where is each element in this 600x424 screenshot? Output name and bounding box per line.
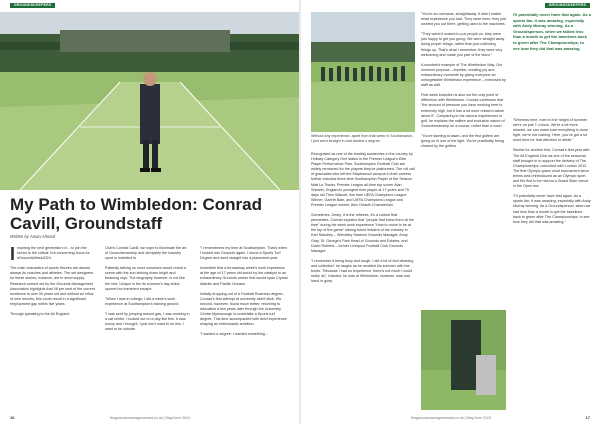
right-column-3	[513, 118, 591, 230]
paragraph: Recognised as one of the leading academies in the country by Holiday Category One status in the Premier League's Elite Player Performance Plan, Southampton Football Club are widely renowned for the players they've platformed. The roll call of graduates who left the Staplewood campus in their careers further includes three time Southampton Player of the Season Matt Le Tissier, Premier League all-time top scorer Alan Shearer, England's youngest ever player at 17 years and 75 days old Theo Walcott, five time UEFA Champions League Winner, Gareth Bale, and UEFA Champions League and Premier League winner, Alex Oxlade-Chamberlain.	[311, 152, 415, 207]
page-footer: thegroundsmanagementad.co.uk | May/June 2024	[411, 416, 492, 420]
paragraph: "You're an overseas, straightaway. It didn't matter what experience you had. They were keen, they just wanted you out there, getting used to the machines.	[421, 12, 506, 27]
wimbledon-court-photo	[0, 12, 299, 190]
paragraph: "I remembered my time at Southampton. That's when I looked into Grounds again. I found a Sports Turf Degree and went straight into a placement year.	[200, 246, 288, 261]
paragraph: Patiently talking us most ourselves would revisit a scene with the sun shining down bright and beaming rays. The biography however, is not like the rest. Unique in the its summer's day shine, spurred an imminent escape.	[105, 266, 186, 291]
paragraph: Similar for another first, Conrad's first year with The All England Club as one of the seasonal staff brought in to support the delivery of The Championships, coincided with London 2012, The first Olympic grass court tournament since tennis was reintroduced as an Olympic sport, and the first to be held at a Grand Slam venue in the Open era.	[513, 148, 590, 189]
section-tag: GROUNDSKEEPERS	[10, 3, 55, 8]
page-footer: thegroundsmanagementad.co.uk | May/June 2024	[110, 416, 191, 420]
pull-quote: I'll potentially never have that again. As a sports fan, it was amazing, especially with Andy Murray winning. As a Groundsperson, when we talked less than a month to get the baselines back to green after The Championships, to see how they did that was amazing.	[513, 12, 591, 51]
paragraph: "You're starting at dawn, and the first golfers are going on in one of the light. You're practically being chased by the golfers.	[421, 133, 504, 149]
paragraph: A wonderful example of The Wimbledon Way. Our common purpose – impeller, creating joy and extraordinary moments by giving everyone an unforgettable Wimbledon experience – exercised by staff as well.	[421, 62, 506, 88]
grounds-team-photo	[311, 12, 415, 132]
paragraph: "I was sent by jumping around gas, I was working in a cat centre. I looked out on a day like this. It was sunny and I thought, I just don't want to do this. I want to be outside.	[105, 311, 190, 332]
left-column-1	[10, 246, 95, 322]
right-column-1	[311, 152, 415, 289]
paragraph: Sometimes, Jewry, it is the reflexes, it's a culture that permeates. Conrad explains that "people that knew them at the time" during his week work experience "How to move to be at the top of the game" raising future leaders of the industry in Karl Standley – Wembley Stadium Grounds Manager, Andy Gray, St. George's Park Head of Grounds and Estates, and David Roberts – former Liverpool Football Club Grounds Manager.	[311, 213, 414, 253]
paragraph: Through speaking to the All England	[10, 312, 70, 317]
right-page	[301, 0, 600, 424]
paragraph: "I remember it being busy and tough. I did a lot of foot cleaning and collection" he laughs as he recalled his summer with the boots. "Because I had no experience, there's not much I could really do", Insisted, he was at Wimbledon, however, was mot hand in glory.	[311, 258, 414, 284]
hero-photo	[0, 12, 299, 190]
paragraph: Incredible that a throwaway week's work experience at the age of 17 years old would by the catalyst to an extraordinary Grounds career that would span Crystal Atlantic and Pacific Oceans.	[200, 266, 288, 286]
groundsperson-photo	[421, 310, 506, 410]
section-tag: GROUNDSKEEPERS	[545, 3, 590, 8]
drop-cap: I	[10, 244, 16, 264]
paragraph: "Whereas here, even in the height of summer, we're on just 7 o'clock. We're a lot more relaxed, we can make sure everything is done right, we're not rushing. Here, you've got a lot more time for that attention to detail."	[513, 118, 589, 143]
paragraph: Club's Conrad Cavill, we hope to illuminate the art of Groundsmanship and demystify the industry sport is indebted to.	[105, 246, 187, 261]
paragraph: The main characters of sports fixtures are almost always its coaches and athletes. The set designers for these stories, however, are in short supply. Research carried out by the Grounds Management Association highlights that 48 per cent of the current workforce is over 50 years old and without an influx of new recruits, this could result in a significant employment gap within five years.	[10, 266, 95, 306]
paragraph: First week induction is also not the only point of difference with Wimbledon. Conrad confesses that "the amount of pressure you have working here is extremely high, but it has a lot more relaxed nature about it". Comparing to his various experiences in golf, he explains the calibre and exclusive nature of Groundsmanship on a course, rather than a court.	[421, 93, 505, 128]
page-number: 17	[585, 415, 590, 420]
left-column-2	[105, 246, 190, 337]
byline: Written by Aman Ahmed	[10, 234, 56, 239]
paragraph: "I wanted a degree. I wanted something...	[200, 332, 268, 337]
article-title: My Path to Wimbledon: Conrad Cavill, Groundstaff	[10, 195, 263, 233]
page-number: 16	[10, 415, 15, 420]
intro-paragraph: Inspiring the next generation of... to join the sector is the critical, but concerning focus for #GroundsWeek2024.	[10, 244, 90, 264]
photo-caption: Without any experience, apart from that week in Southampton, I just went straight in and started a degree.	[311, 134, 414, 144]
left-column-3	[200, 246, 288, 342]
paragraph: "When I was in college, I did a week's work experience at Southampton's training ground.	[105, 296, 180, 306]
paragraph: Initially dropping out of a Football Business degree, Conrad's first attempt at university didn't stick. His second, however, found much better, returning to education a few years later through the University Centre Myerscough to undertake a Sports turf degree. This time accompanied with lived experience shaping an enthusiastic ambition.	[200, 291, 287, 327]
paragraph: "They weren't scared to put people on, they were just happy to get you going. We were straight away doing proper things, rather than just collecting things up. That's what I remember, they were very welcoming and made you part of the team."	[421, 32, 505, 57]
paragraph: "I'll potentially never have that again. As a sports fan, it was amazing, especially with Andy Murray winning. As a Groundsperson, when we had less than a month to get the baselines back to green after The Championships, to see how they did that was amazing."	[513, 194, 591, 224]
left-page	[0, 0, 299, 424]
right-column-2	[421, 12, 506, 154]
